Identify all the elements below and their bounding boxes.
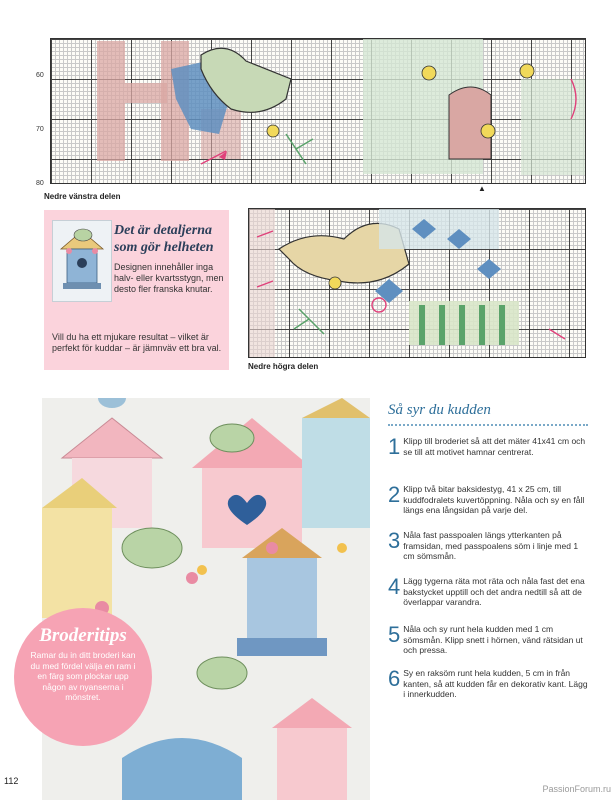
center-arrow-icon: ▲ [478,184,486,193]
dotted-divider [388,424,588,426]
watermark: PassionForum.ru [542,784,611,794]
step-1 [388,436,588,458]
row-number-60: 60 [36,72,44,79]
step-text: Lägg tygerna räta mot räta och nåla fast det ena bakstycket upptill och det andra nedtill så att de överlappar varandra. [403,576,585,607]
row-number-80: 80 [36,180,44,187]
chart-lower-left [50,38,586,184]
step-text: Sy en raksöm runt hela kudden, 5 cm in från kanten, så att kudden får en dekorativ kant. Lägg i innerkudden. [403,668,588,699]
step-5 [388,624,588,656]
info-box-text-1: Designen innehåller inga halv- eller kvartsstygn, men desto fler franska knutar. [114,262,224,294]
tips-circle [14,608,152,746]
page-number: 112 [4,776,19,786]
step-text: Nåla fast passpoalen längs ytterkanten på framsidan, med passpoalens söm i linje med 1 cm sömsmån. [403,530,579,561]
caption-lower-right: Nedre högra delen [248,362,319,371]
step-4 [388,576,588,608]
chart-lower-left-motifs [51,39,586,184]
step-number: 3 [388,528,401,553]
chart-lower-right-motifs [249,209,586,358]
step-number: 6 [388,666,401,691]
step-text: Klipp två bitar baksidestyg, 41 x 25 cm, till kuddfodralets kuvertöppning. Nåla och sy en fåll längs ena långsidan på varje del. [403,484,585,515]
step-number: 4 [388,574,401,599]
step-6 [388,668,588,700]
step-text: Nåla och sy runt hela kudden med 1 cm sömsmån. Klipp snett i hörnen, vänd rätsidan ut och pressa. [403,624,583,655]
step-2 [388,484,588,516]
info-box-text-2: Vill du ha ett mjukare resultat – vilket är perfekt för kuddar – är jämnväv ett bra val. [52,332,222,353]
chart-lower-right [248,208,586,358]
birdhouse-thumbnail-illustration [53,221,111,301]
instructions-title: Så syr du kudden [388,402,491,418]
birdhouse-thumbnail [52,220,112,302]
info-box-title: Det är detaljerna som gör helheten [114,223,214,255]
tips-text: Ramar du in ditt broderi kan du med fördel välja en ram i en färg som plockar upp någon av nyanserna i mönstret. [30,650,136,702]
step-number: 5 [388,622,401,647]
step-text: Klipp till broderiet så att det mäter 41x41 cm och se till att motivet hamnar centrerat. [403,436,586,457]
row-number-70: 70 [36,126,44,133]
step-number: 1 [388,434,401,459]
step-number: 2 [388,482,401,507]
caption-lower-left: Nedre vänstra delen [44,192,121,201]
tips-title: Broderitips [39,625,127,646]
step-3 [388,530,588,562]
